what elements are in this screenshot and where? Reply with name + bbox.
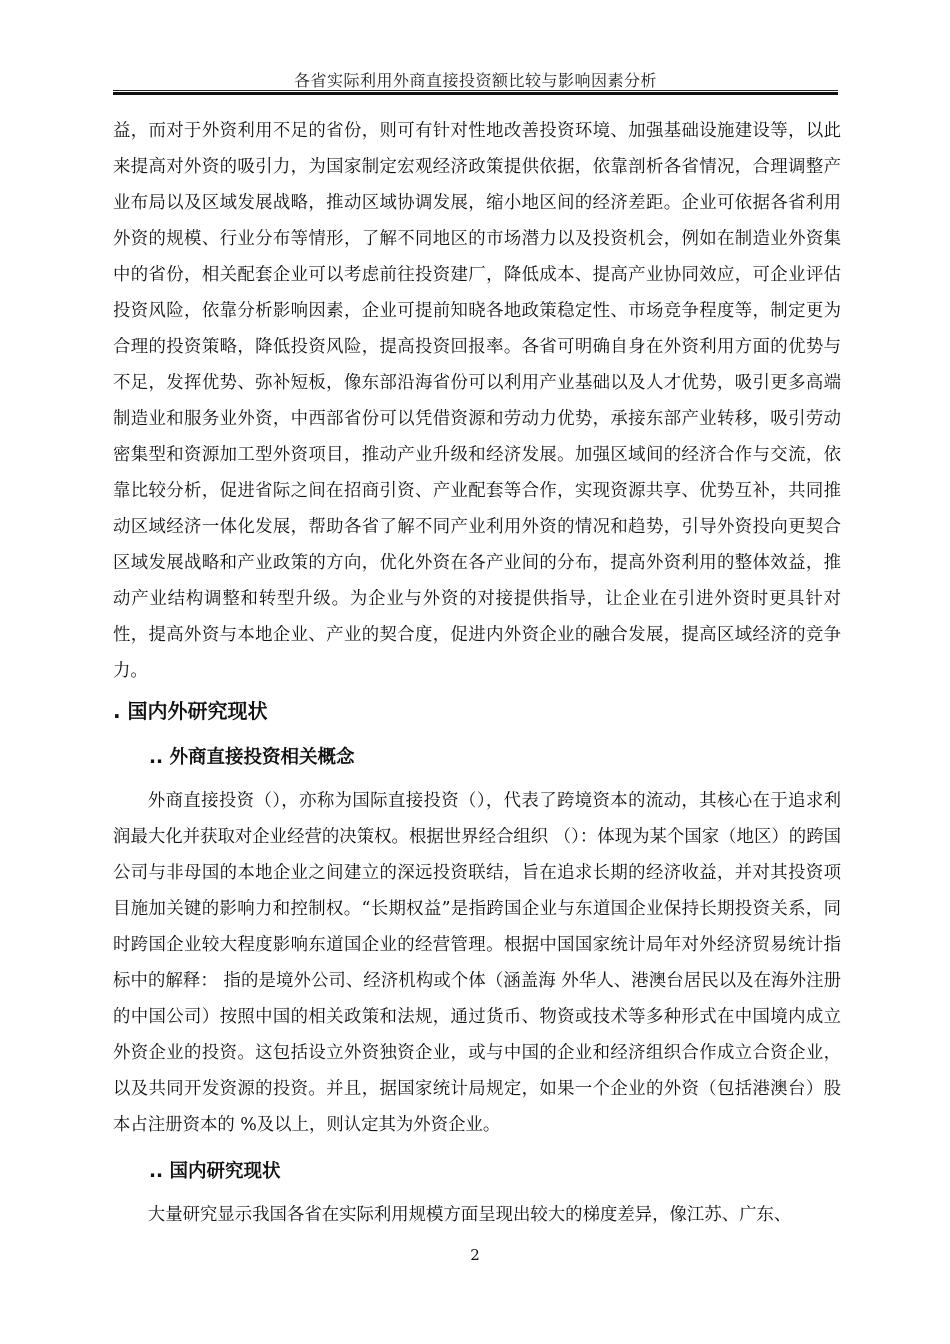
- running-header: 各省实际利用外商直接投资额比较与影响因素分析: [293, 71, 657, 90]
- page-body: [113, 113, 841, 1233]
- section-heading: . 国内外研究现状: [113, 699, 268, 723]
- paragraph-continued: 益，而对于外资利用不足的省份，则可有针对性地改善投资环境、加强基础设施建设等，以此来提高对外资的吸引力，为国家制定宏观经济政策提供依据，依靠剖析各省情况，合理调整产业布局以及区域发展战略，推动区域协调发展，缩小地区间的经济差距。企业可依据各省利用外资的规模、行业分布等情形，了解不同地区的市场潜力以及投资机会，例如在制造业外资集中的省份，相关配套企业可以考虑前往投资建厂，降低成本、提高产业协同效应，可企业评估投资风险，依靠分析影响因素，企业可提前知晓各地政策稳定性、市场竞争程度等，制定更为合理的投资策略，降低投资风险，提高投资回报率。各省可明确自身在外资利用方面的优势与不足，发挥优势、弥补短板，像东部沿海省份可以利用产业基础以及人才优势，吸引更多高端制造业和服务业外资，中西部省份可以凭借资源和劳动力优势，承接东部产业转移，吸引劳动密集型和资源加工型外资项目，推动产业升级和经济发展。加强区域间的经济合作与交流，依靠比较分析，促进省际之间在招商引资、产业配套等合作，实现资源共享、优势互补，共同推动区域经济一体化发展，帮助各省了解不同产业利用外资的情况和趋势，引导外资投向更契合区域发展战略和产业政策的方向，优化外资在各产业间的分布，提高外资利用的整体效益，推动产业结构调整和转型升级。为企业与外资的对接提供指导，让企业在引进外资时更具针对性，提高外资与本地企业、产业的契合度，促进内外资企业的融合发展，提高区域经济的竞争力。: [113, 121, 841, 681]
- header-double-rule: [113, 90, 838, 95]
- subsection-heading-fdi-concepts: .. 外商直接投资相关概念: [149, 747, 355, 768]
- subsection-heading-domestic-research: .. 国内研究现状: [149, 1161, 281, 1182]
- paragraph-fdi-concepts: 外商直接投资（），亦称为国际直接投资（），代表了跨境资本的流动，其核心在于追求利润最大化并获取对企业经营的决策权。根据世界经合组织 （）：体现为某个国家（地区）的跨国公司与非母国的本地企业之间建立的深远投资联结，旨在追求长期的经济收益，并对其投资项目施加关键的影响力和控制权。“长期权益”是指跨国企业与东道国企业保持长期投资关系，同时跨国企业较大程度影响东道国企业的经营管理。根据中国国家统计局年对外经济贸易统计指标中的解释： 指的是境外公司、经济机构或个体（涵盖海 外华人、港澳台居民以及在海外注册的中国公司）按照中国的相关政策和法规，通过货币、物资或技术等多种形式在中国境内成立外资企业的投资。这包括设立外资独资企业，或与中国的企业和经济组织合作成立合资企业，以及共同开发资源的投资。并且，据国家统计局规定，如果一个企业的外资（包括港澳台）股本占注册资本的 %及以上，则认定其为外资企业。: [113, 791, 841, 1135]
- paragraph-domestic-research: 大量研究显示我国各省在实际利用规模方面呈现出较大的梯度差异，像江苏、广东、: [147, 1205, 792, 1225]
- page-number: 2: [470, 1246, 480, 1264]
- header-rule-thick: [113, 92, 838, 95]
